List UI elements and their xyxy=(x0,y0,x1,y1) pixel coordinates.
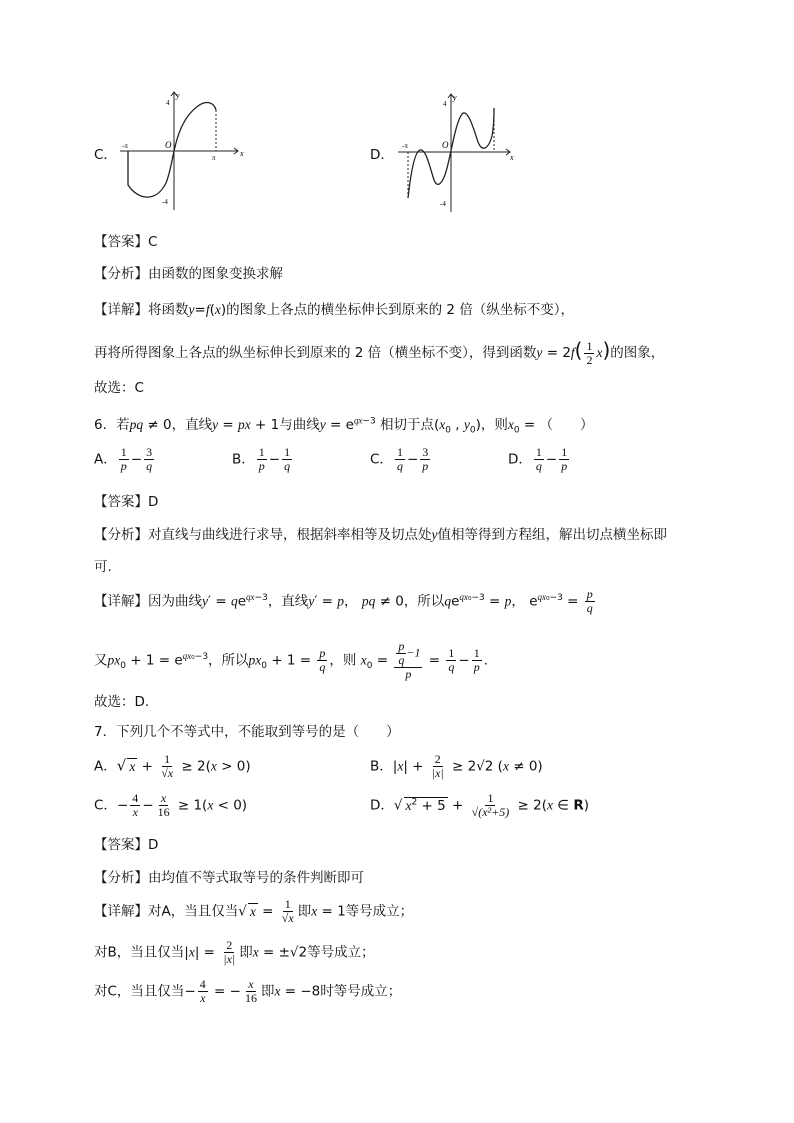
q5-detail-line1: 【详解】将函数y=f(x)的图象上各点的横坐标伸长到原来的 2 倍（纵坐标不变）， xyxy=(94,302,575,318)
q6-detail-line1: 【详解】因为曲线$y' = qe^{qx-3}$，直线y′ = p， pq ≠ 0，所以$qe^{qx_0-3} = p$， $e^{qx_0-3}$ = $\frac{p}{q}$ xyxy=(94,587,593,615)
q6-detail-line2: 又$px_0 + 1 = e^{qx_0-3}$，所以$px_0 + 1$ = $\frac{p}{q}$ ，则 $x_0$ = $\frac{p}{q}$ −1 p = $\frac{1}{q}$ − $\frac{1}{p}$ . xyxy=(94,639,488,681)
q7-option-a[interactable]: A．√ x + $\frac{1}{√x}$ ≥ 2(x > 0) xyxy=(94,752,251,780)
q6-analysis-line2: 可. xyxy=(94,559,112,575)
svg-text:-π: -π xyxy=(402,142,408,150)
option-d-label: D． xyxy=(370,147,394,163)
q6-option-a[interactable]: A． $\frac{1}{p}$ − $\frac{3}{q}$ xyxy=(94,445,153,473)
q6-option-d[interactable]: D． $\frac{1}{q}$ − $\frac{1}{p}$ xyxy=(508,445,568,473)
q7-option-c[interactable]: C．− $\frac{4}{x}$ − $\frac{x}{16}$ ≥ 1(x < 0) xyxy=(94,791,248,819)
graph-d xyxy=(396,90,516,215)
q5-detail-line2: 再将所得图象上各点的纵坐标伸长到原来的 2 倍（横坐标不变），得到函数y = 2f( $\frac{1}{2}$ x)的图象， xyxy=(94,338,665,367)
q7-detail-b: 对B，当且仅当|x| = $\frac{2}{|x|}$ 即x = ±√2等号成立； xyxy=(94,938,375,966)
origin-label: O xyxy=(165,140,172,150)
svg-text:x: x xyxy=(510,153,514,162)
pi-label: π xyxy=(212,154,216,162)
svg-text:O: O xyxy=(442,140,449,150)
q6-answer: 【答案】D xyxy=(94,494,159,510)
q6-stem: 6．若pq ≠ 0，直线y = px + 1与曲线$y = e^{qx-3}$ 相切于点($x_0$ , $y_0$)，则$x_0$ = （ ） xyxy=(94,415,594,436)
option-c-label: C． xyxy=(94,147,117,163)
q7-analysis: 【分析】由均值不等式取等号的条件判断即可 xyxy=(94,870,364,886)
q6-analysis-line1: 【分析】对直线与曲线进行求导，根据斜率相等及切点处y值相等得到方程组，解出切点横坐标即 xyxy=(94,527,667,543)
q6-option-c[interactable]: C． $\frac{1}{q}$ − $\frac{3}{p}$ xyxy=(370,445,429,473)
q7-answer: 【答案】D xyxy=(94,837,159,853)
q5-answer: 【答案】C xyxy=(94,234,158,250)
svg-text:4: 4 xyxy=(443,100,447,108)
q7-detail-a: 【详解】对A，当且仅当√ x = $\frac{1}{√x}$ 即x = 1等号成立； xyxy=(94,897,414,925)
bottom-label: -4 xyxy=(162,198,168,206)
q6-option-b[interactable]: B． $\frac{1}{p}$ − $\frac{1}{q}$ xyxy=(232,445,291,473)
svg-text:-4: -4 xyxy=(440,200,446,208)
curve-c xyxy=(128,103,216,198)
top-label: 4 xyxy=(166,99,170,107)
y-label: y xyxy=(176,91,180,100)
x-label: x xyxy=(240,149,244,158)
svg-text:y: y xyxy=(453,93,457,102)
q5-analysis: 【分析】由函数的图象变换求解 xyxy=(94,266,283,282)
q6-conclusion: 故选：D. xyxy=(94,694,150,710)
q5-conclusion: 故选：C xyxy=(94,380,144,396)
graph-c xyxy=(118,88,248,213)
q7-detail-c: 对C，当且仅当− $\frac{4}{x}$ = − $\frac{x}{16}$ 即x = −8时等号成立； xyxy=(94,977,402,1005)
q7-option-b[interactable]: B．|x| + $\frac{2}{|x|}$ ≥ 2√2 (x ≠ 0) xyxy=(370,752,543,780)
q7-stem: 7．下列几个不等式中，不能取到等号的是（ ） xyxy=(94,724,400,740)
q7-option-d[interactable]: D．√ $x^2 + 5$ + $\frac{1}{\text{√(x²+5)}}$ ≥ 2(x ∈ R) xyxy=(370,791,590,819)
neg-pi-label: -π xyxy=(122,142,128,150)
